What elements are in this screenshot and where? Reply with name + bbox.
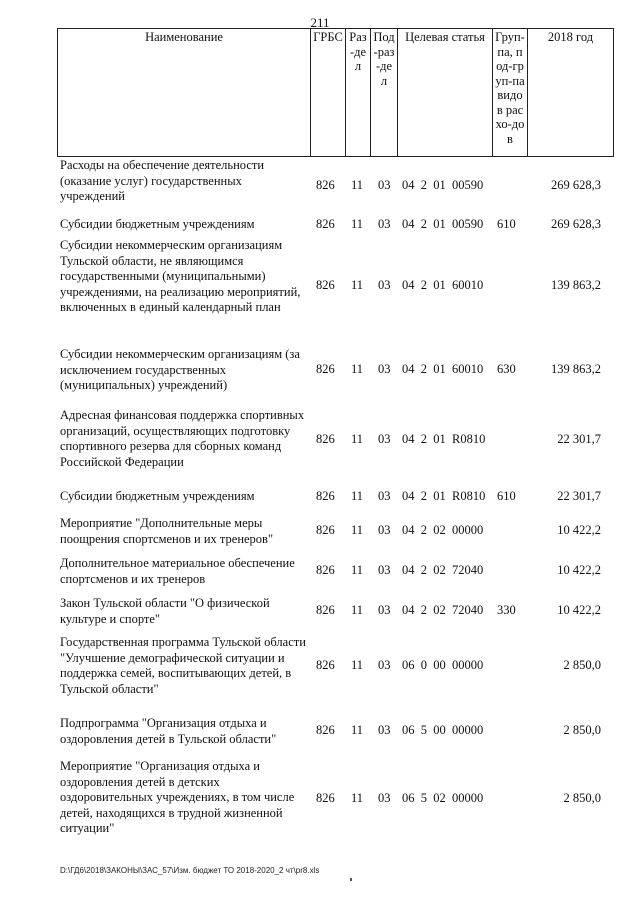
row-podrazdel: 03 (378, 432, 391, 446)
row-target: 06 5 00 00000 (402, 723, 484, 737)
row-podrazdel: 03 (378, 658, 391, 672)
row-razdel: 11 (351, 178, 364, 192)
row-grbs: 826 (316, 178, 335, 192)
row-amount: 269 628,3 (551, 178, 601, 192)
header-year: 2018 год (528, 29, 614, 157)
row-amount: 10 422,2 (557, 603, 601, 617)
header-razdel: Раз-дел (346, 29, 371, 157)
row-podrazdel: 03 (378, 791, 391, 805)
row-target: 04 2 01 R0810 (402, 489, 486, 503)
row-target: 04 2 02 72040 (402, 603, 484, 617)
header-group: Груп-па, под-груп-па видов расхо-дов (493, 29, 528, 157)
row-grbs: 826 (316, 217, 335, 231)
row-amount: 269 628,3 (551, 217, 601, 231)
row-grbs: 826 (316, 791, 335, 805)
row-razdel: 11 (351, 489, 364, 503)
row-grbs: 826 (316, 278, 335, 292)
row-grbs: 826 (316, 489, 335, 503)
row-target: 04 2 01 60010 (402, 362, 484, 376)
row-razdel: 11 (351, 432, 364, 446)
row-podrazdel: 03 (378, 603, 391, 617)
row-amount: 10 422,2 (557, 563, 601, 577)
row-name: Субсидии некоммерческим организациям Тульской области, не являющимся государственными (муниципальными) учреждениями, на реализацию мероприятий, включенных в единый календарный план (60, 238, 301, 314)
row-group: 330 (497, 603, 516, 617)
row-razdel: 11 (351, 658, 364, 672)
row-target: 04 2 01 00590 (402, 217, 484, 231)
row-razdel: 11 (351, 791, 364, 805)
row-target: 04 2 01 R0810 (402, 432, 486, 446)
row-razdel: 11 (351, 362, 364, 376)
row-razdel: 11 (351, 723, 364, 737)
row-target: 04 2 02 00000 (402, 523, 484, 537)
row-podrazdel: 03 (378, 523, 391, 537)
row-razdel: 11 (351, 603, 364, 617)
row-target: 06 0 00 00000 (402, 658, 484, 672)
row-target: 04 2 01 00590 (402, 178, 484, 192)
row-name: Субсидии бюджетным учреждениям (60, 217, 255, 231)
row-razdel: 11 (351, 523, 364, 537)
row-name: Государственная программа Тульской области "Улучшение демографической ситуации и поддержка семей, воспитывающих детей, в Тульской области" (60, 635, 306, 696)
row-grbs: 826 (316, 658, 335, 672)
table-header (57, 28, 614, 157)
row-razdel: 11 (351, 217, 364, 231)
header-target: Целевая статья (398, 29, 493, 157)
row-podrazdel: 03 (378, 563, 391, 577)
file-path-footer: D:\ГД6\2018\ЗАКОНЫ\ЗАС_57\Изм. бюджет ТО 2018-2020_2 чт\pr8.xls (60, 866, 320, 875)
row-grbs: 826 (316, 432, 335, 446)
scan-mark (350, 878, 352, 881)
row-name: Закон Тульской области "О физической культуре и спорте" (60, 596, 270, 626)
row-name: Адресная финансовая поддержка спортивных организаций, осуществляющих подготовку спортивного резерва для сборных команд Российской Федерации (60, 408, 305, 469)
page-number: 211 (310, 15, 330, 30)
row-grbs: 826 (316, 723, 335, 737)
row-podrazdel: 03 (378, 278, 391, 292)
row-amount: 2 850,0 (563, 791, 601, 805)
row-amount: 139 863,2 (551, 362, 601, 376)
row-grbs: 826 (316, 523, 335, 537)
row-razdel: 11 (351, 278, 364, 292)
header-podrazdel: Под-раз-дел (371, 29, 398, 157)
row-target: 04 2 02 72040 (402, 563, 484, 577)
row-group: 630 (497, 362, 516, 376)
row-group: 610 (497, 489, 516, 503)
row-amount: 22 301,7 (557, 489, 601, 503)
row-name: Подпрограмма "Организация отдыха и оздоровления детей в Тульской области" (60, 716, 277, 746)
row-podrazdel: 03 (378, 362, 391, 376)
row-podrazdel: 03 (378, 489, 391, 503)
row-podrazdel: 03 (378, 723, 391, 737)
row-name: Расходы на обеспечение деятельности (оказание услуг) государственных учреждений (60, 158, 265, 203)
row-name: Субсидии бюджетным учреждениям (60, 489, 255, 503)
row-amount: 22 301,7 (557, 432, 601, 446)
row-target: 06 5 02 00000 (402, 791, 484, 805)
row-amount: 2 850,0 (563, 723, 601, 737)
header-name: Наименование (58, 29, 311, 157)
row-target: 04 2 01 60010 (402, 278, 484, 292)
row-razdel: 11 (351, 563, 364, 577)
row-grbs: 826 (316, 603, 335, 617)
row-grbs: 826 (316, 362, 335, 376)
row-name: Дополнительное материальное обеспечение спортсменов и их тренеров (60, 556, 295, 586)
row-podrazdel: 03 (378, 178, 391, 192)
row-amount: 2 850,0 (563, 658, 601, 672)
row-group: 610 (497, 217, 516, 231)
header-grbs: ГРБС (311, 29, 346, 157)
row-podrazdel: 03 (378, 217, 391, 231)
row-amount: 10 422,2 (557, 523, 601, 537)
row-name: Субсидии некоммерческим организациям (за исключением государственных (муниципальных) учреждений) (60, 347, 300, 392)
row-amount: 139 863,2 (551, 278, 601, 292)
row-name: Мероприятие "Организация отдыха и оздоровления детей в детских оздоровительных учреждениях, в том числе детей, находящихся в трудной жизненной ситуации" (60, 759, 295, 835)
row-grbs: 826 (316, 563, 335, 577)
row-name: Мероприятие "Дополнительные меры поощрения спортсменов и их тренеров" (60, 516, 274, 546)
